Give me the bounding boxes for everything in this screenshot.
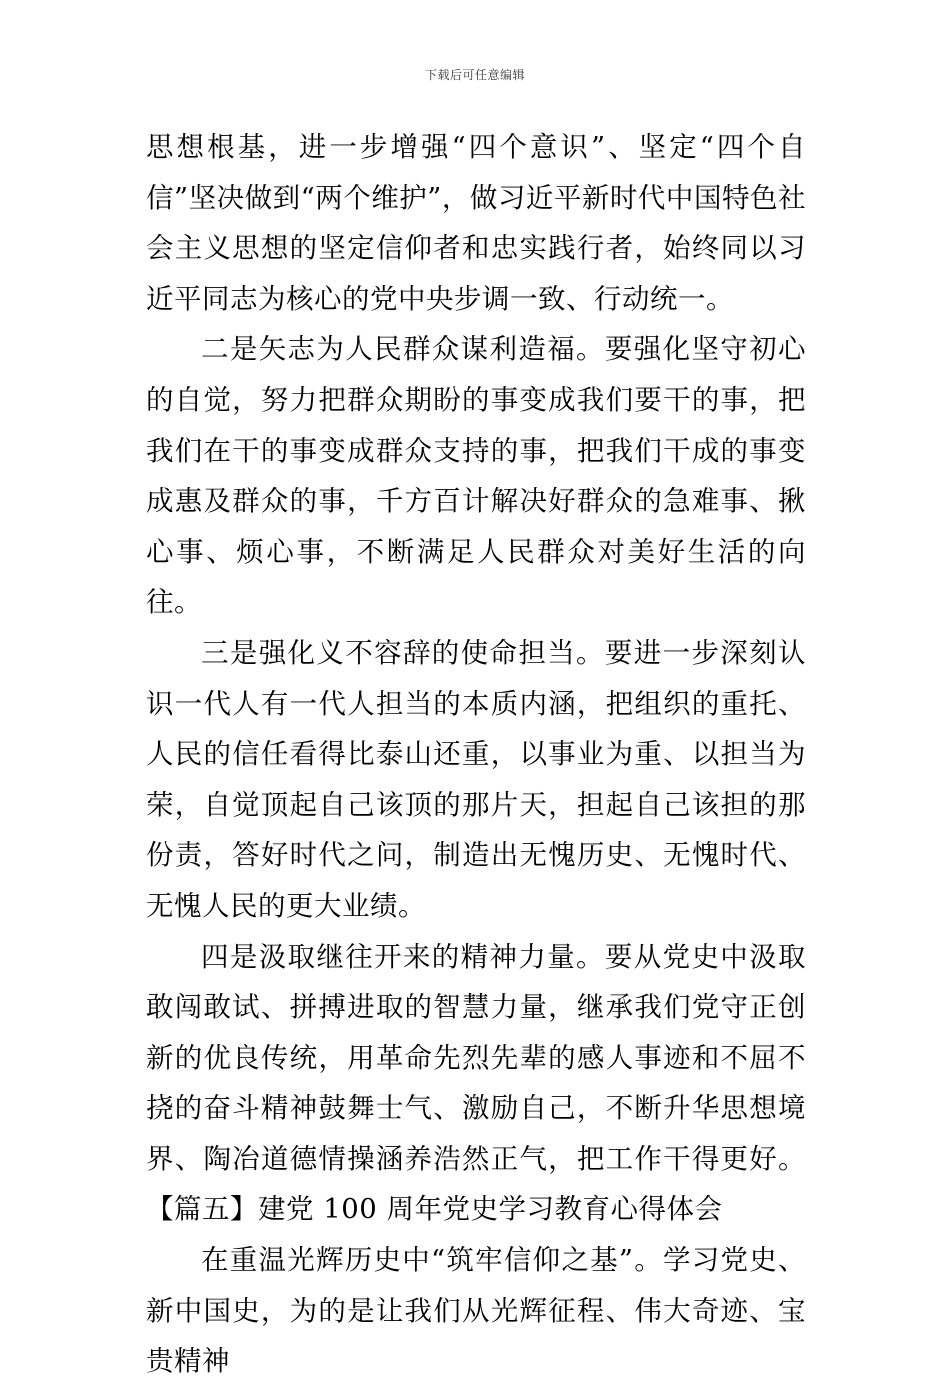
- document-body: [146, 122, 806, 1387]
- paragraph-continued: 思想根基，进一步增强“四个意识”、坚定“四个自信”坚决做到“两个维护”，做习近平新时代中国特色社会主义思想的坚定信仰者和忠实践行者，始终同以习近平同志为核心的党中央步调一致、行动统一。: [146, 131, 806, 315]
- paragraph-section-five-intro: 在重温光辉历史中“筑牢信仰之基”。学习党史、新中国史，为的是让我们从光辉征程、伟大奇迹、宝贵精神: [146, 1244, 806, 1378]
- paragraph-point-two: 二是矢志为人民群众谋利造福。要强化坚守初心的自觉，努力把群众期盼的事变成我们要干的事，把我们在干的事变成群众支持的事，把我们干成的事变成惠及群众的事，千方百计解决好群众的急难事、揪心事、烦心事，不断满足人民群众对美好生活的向往。: [146, 333, 806, 619]
- header-note: 下载后可任意编辑: [424, 68, 525, 82]
- paragraph-point-three: 三是强化义不容辞的使命担当。要进一步深刻认识一代人有一代人担当的本质内涵，把组织的重托、人民的信任看得比泰山还重，以事业为重、以担当为荣，自觉顶起自己该顶的那片天，担起自己该担的那份责，答好时代之问，制造出无愧历史、无愧时代、无愧人民的更大业绩。: [146, 636, 806, 922]
- paragraph-point-four: 四是汲取继往开来的精神力量。要从党史中汲取敢闯敢试、拼搏进取的智慧力量，继承我们党守正创新的优良传统，用革命先烈先辈的感人事迹和不屈不挠的奋斗精神鼓舞士气、激励自己，不断升华思想境界、陶冶道德情操涵养浩然正气，把工作干得更好。【篇五】建党 100 周年党史学习教育心得体会: [146, 940, 806, 1226]
